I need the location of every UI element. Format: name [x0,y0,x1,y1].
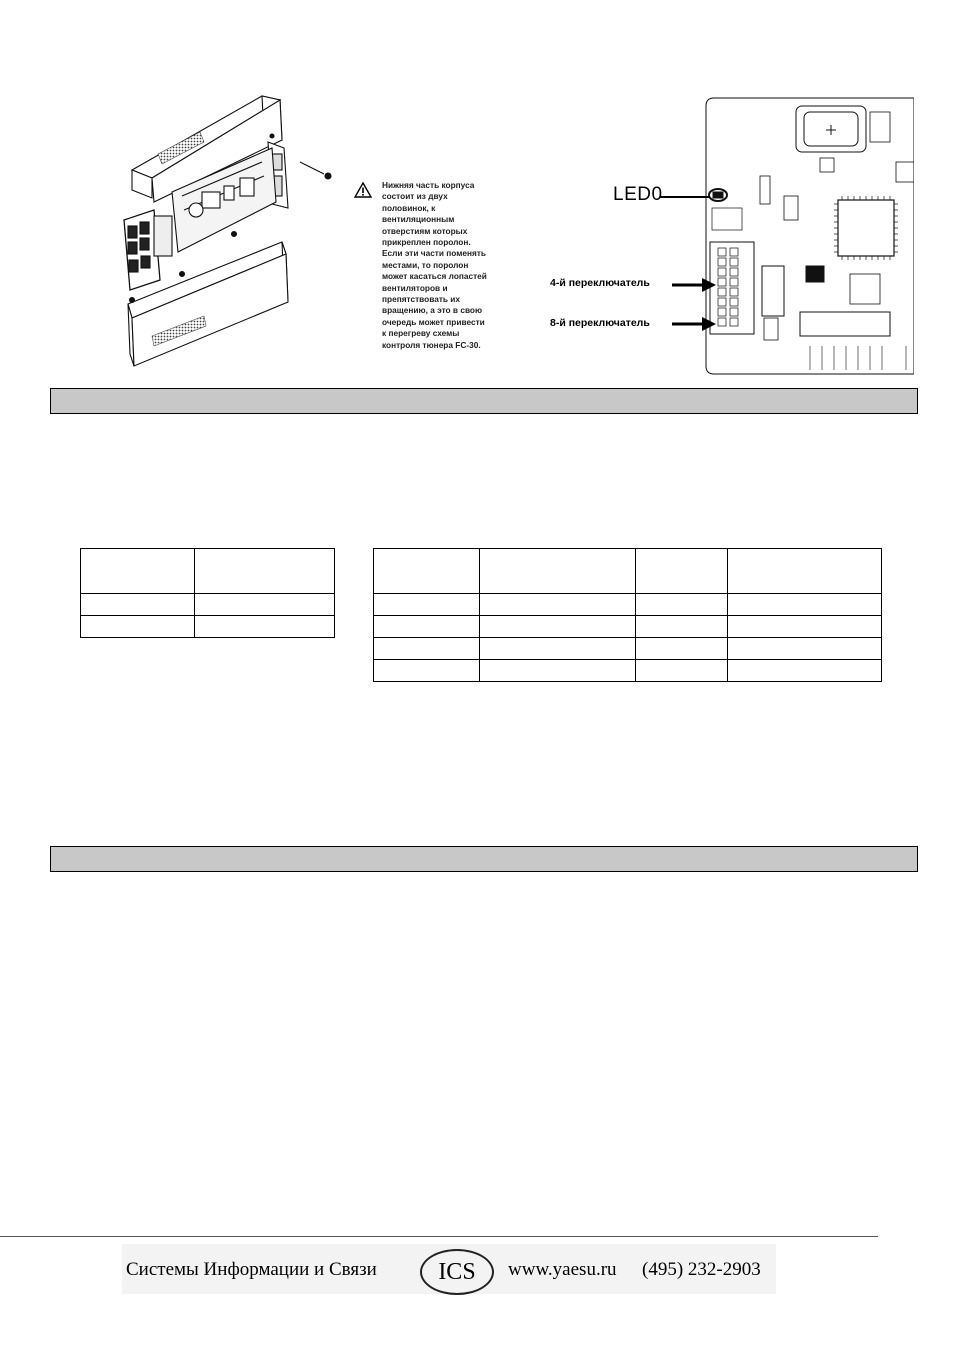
table-row [81,594,335,616]
switch-4-arrow [672,277,716,293]
table-cell [636,660,728,682]
warning-note-line: половинок, к [382,202,436,213]
table-cell [480,616,636,638]
warning-note-line: прикреплен поролон. [382,237,471,248]
table-row [81,549,335,594]
table-cell [636,616,728,638]
switch-4-label: 4-й переключатель [550,277,650,289]
table-cell [374,616,480,638]
warning-note-line: может касаться лопастей [382,271,487,282]
warning-note-line: вентиляторов и [382,282,448,293]
table-row [374,616,882,638]
warning-icon [354,182,372,198]
section-header-bar [50,846,918,872]
warning-note-line: отверстиям которых [382,225,468,236]
enclosure-exploded-diagram [112,92,348,374]
table-cell [195,616,335,638]
led0-arrow [660,194,710,200]
table-cell [728,594,882,616]
warning-note-line: местами, то поролон [382,259,469,270]
table-row [81,616,335,638]
footer-company: Системы Информации и Связи [126,1259,377,1280]
table-row [374,638,882,660]
warning-note-line: вращению, а это в свою [382,305,483,316]
table-row [374,549,882,594]
table-cell [636,594,728,616]
warning-note-line: состоит из двух [382,191,448,202]
table-cell [480,638,636,660]
table-cell [480,660,636,682]
table-cell [374,594,480,616]
table-cell [480,594,636,616]
table-cell [728,638,882,660]
table-cell [374,638,480,660]
footer-website: www.yaesu.ru [508,1259,617,1280]
section-header-bar [50,388,918,414]
warning-note-line: контроля тюнера FC-30. [382,339,481,350]
table-cell [81,549,195,594]
warning-note-line: Если эти части поменять [382,248,487,259]
table-row [374,594,882,616]
footer-phone: (495) 232-2903 [642,1259,761,1280]
table-cell [195,549,335,594]
table-cell [81,616,195,638]
warning-note-line: очередь может привести [382,316,485,327]
table-cell [480,549,636,594]
table-cell [636,549,728,594]
table-cell [374,549,480,594]
pcb-diagram [700,96,914,376]
footer-divider [0,1236,878,1237]
table-cell [728,549,882,594]
switch-8-arrow [672,316,716,332]
table-cell [728,660,882,682]
warning-note-line: препятствовать их [382,294,461,305]
table-cell [728,616,882,638]
table-cell [81,594,195,616]
ics-logo: ICS [420,1249,494,1295]
warning-note-line: вентиляционным [382,214,455,225]
table-cell [195,594,335,616]
led0-label: LED0 [613,184,663,205]
warning-note-line: к перегреву схемы [382,328,460,339]
warning-note-line: Нижняя часть корпуса [382,180,475,190]
right-table [373,548,882,682]
table-cell [374,660,480,682]
warning-note [382,180,512,351]
switch-8-label: 8-й переключатель [550,317,650,329]
table-row [374,660,882,682]
table-cell [636,638,728,660]
left-table [80,548,335,638]
